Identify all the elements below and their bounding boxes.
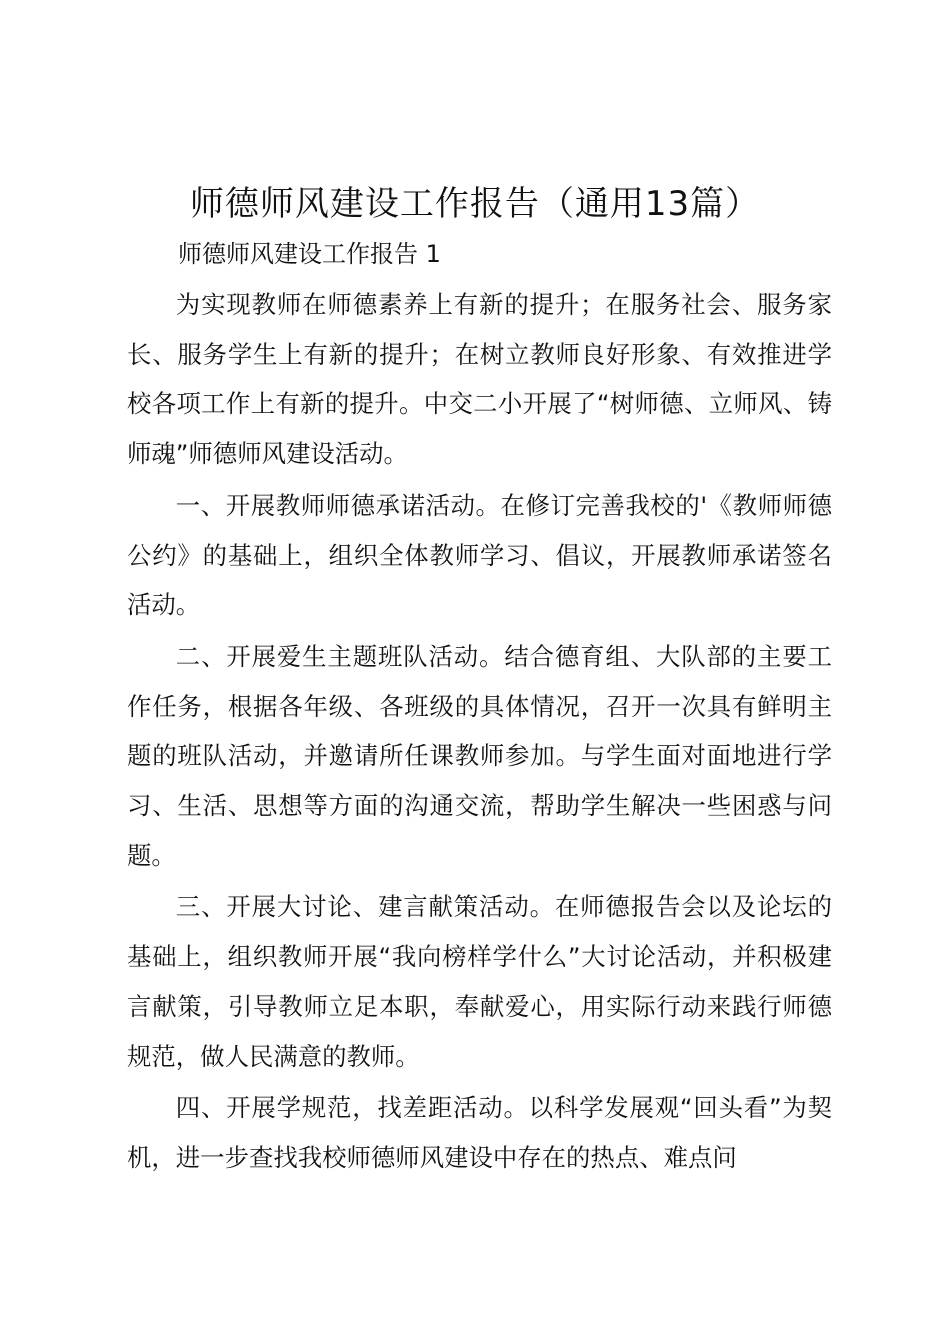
paragraph-item-2: 二、开展爱生主题班队活动。结合德育组、大队部的主要工作任务，根据各年级、各班级的具体情况，召开一次具有鲜明主题的班队活动，并邀请所任课教师参加。与学生面对面地进行学习、生活、思想等方面的沟通交流，帮助学生解决一些困惑与问题。 <box>127 641 832 870</box>
paragraph-item-1: 一、开展教师师德承诺活动。在修订完善我校的'《教师师德公约》的基础上，组织全体教师学习、倡议，开展教师承诺签名活动。 <box>127 490 832 620</box>
document-body <box>127 280 832 1185</box>
document-title: 师德师风建设工作报告（通用13篇） <box>189 184 761 224</box>
paragraph-intro: 为实现教师在师德素养上有新的提升；在服务社会、服务家长、服务学生上有新的提升；在树立教师良好形象、有效推进学校各项工作上有新的提升。中交二小开展了“树师德、立师风、铸师魂”师德师风建设活动。 <box>127 290 832 469</box>
paragraph-item-4: 四、开展学规范，找差距活动。以科学发展观“回头看”为契机，进一步查找我校师德师风建设中存在的热点、难点问 <box>127 1093 832 1172</box>
section-title: 师德师风建设工作报告 1 <box>178 240 441 268</box>
paragraph-item-3: 三、开展大讨论、建言献策活动。在师德报告会以及论坛的基础上，组织教师开展“我向榜样学什么”大讨论活动，并积极建言献策，引导教师立足本职，奉献爱心，用实际行动来践行师德规范，做人民满意的教师。 <box>127 892 832 1071</box>
